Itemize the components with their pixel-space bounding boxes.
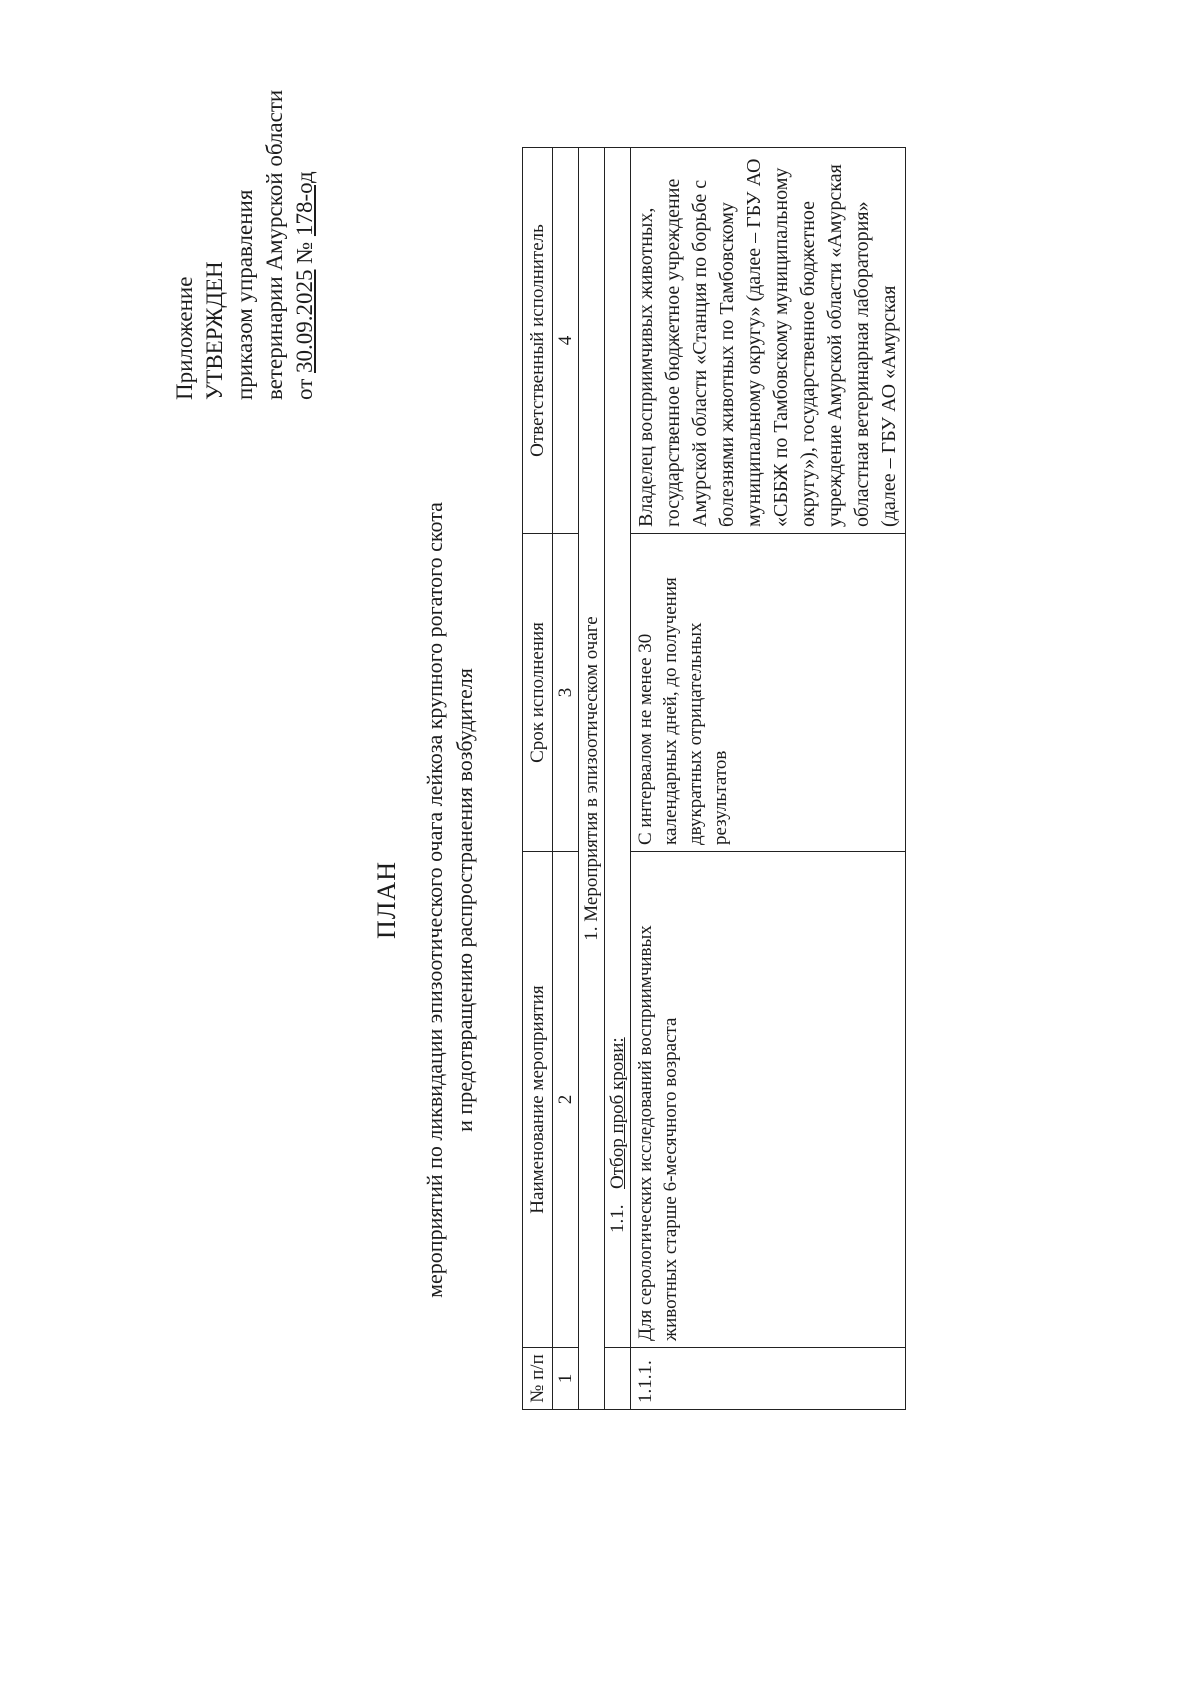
- row-responsible: Владелец восприимчивых животных, государственное бюджетное учреждение Амурской области «Станция по борьбе с болезнями животных по Тамбовскому муниципальному округу» (далее – ГБУ АО «СББЖ по Тамбовскому муниципальному округу»), государственное бюджетное учреждение Амурской области «Амурская областная ветеринарная лаборатория» (далее – ГБУ АО «Амурская: [631, 148, 906, 534]
- column-number-1: 1: [553, 1348, 579, 1410]
- subsection-number: 1.1.: [607, 1204, 628, 1233]
- approval-date-prefix: от: [292, 373, 317, 400]
- subsection-cell: [605, 148, 631, 1348]
- approval-number: 178-од: [292, 171, 317, 237]
- approval-stamp: [170, 90, 320, 400]
- header-name: Наименование мероприятия: [523, 852, 553, 1348]
- row-term: С интервалом не менее 30 календарных дней, до получения двукратных отрицательных результатов: [631, 534, 906, 852]
- subsection-title: Отбор проб крови:: [607, 1037, 628, 1189]
- section-row: [579, 148, 605, 1410]
- header-responsible: Ответственный исполнитель: [523, 148, 553, 534]
- column-number-row: [553, 148, 579, 1410]
- row-number: 1.1.1.: [631, 1348, 906, 1410]
- table-row: [631, 148, 906, 1410]
- row-name: Для серологических исследований восприимчивых животных старше 6-месячного возраста: [631, 852, 906, 1348]
- plan-table: [522, 147, 906, 1410]
- approval-order: приказом управления: [232, 189, 257, 400]
- column-number-2: 2: [553, 852, 579, 1348]
- section-title: 1. Мероприятия в эпизоотическом очаге: [579, 148, 605, 1410]
- header-term: Срок исполнения: [523, 534, 553, 852]
- table-header-row: [523, 148, 553, 1410]
- column-number-4: 4: [553, 148, 579, 534]
- header-number: № п/п: [523, 1348, 553, 1410]
- approval-authority: ветеринарии Амурской области: [262, 89, 287, 400]
- subsection-row: [605, 148, 631, 1410]
- approval-date-line: [290, 90, 320, 400]
- subsection-spacer: [605, 1348, 631, 1410]
- approval-appendix: Приложение: [172, 276, 197, 400]
- document-subtitle-line2: и предотвращению распространения возбудителя: [452, 668, 477, 1132]
- column-number-3: 3: [553, 534, 579, 852]
- approval-number-prefix: №: [292, 236, 317, 270]
- approval-date: 30.09.2025: [292, 269, 317, 373]
- document-subtitle-line1: мероприятий по ликвидации эпизоотического очага лейкоза крупного рогатого скота: [422, 502, 447, 1298]
- document-title: ПЛАН: [372, 861, 401, 939]
- approval-approved: УТВЕРЖДЕН: [202, 261, 227, 400]
